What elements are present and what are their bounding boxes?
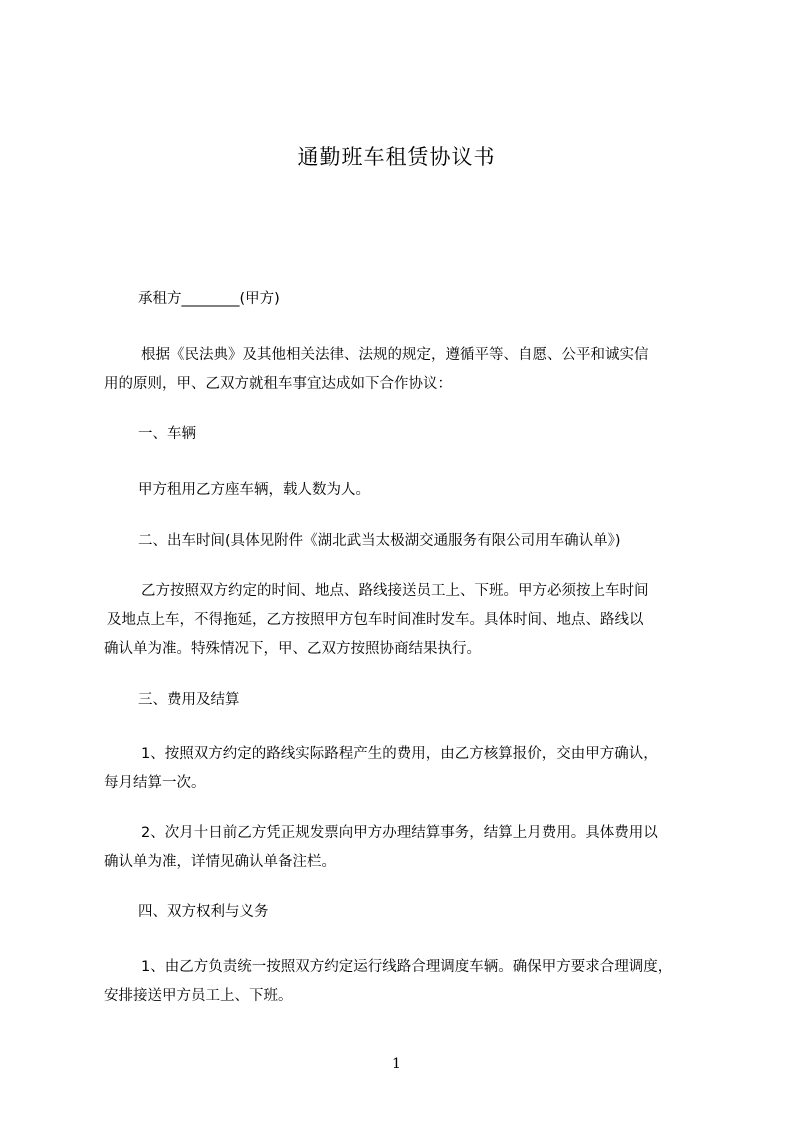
intro-line-2: 用的原则，甲、乙双方就租车事宜达成如下合作协议： [104, 376, 452, 392]
paragraph-line: 确认单为准。特殊情况下，甲、乙双方按照协商结果执行。 [104, 641, 481, 657]
section-4-item-1 [104, 953, 704, 1011]
section-heading: 四、双方权利与义务 [138, 904, 269, 920]
paragraph-line: 1、按照双方约定的路线实际路程产生的费用，由乙方核算报价，交由甲方确认， [141, 746, 658, 762]
section-3-heading [104, 686, 704, 715]
section-heading: 三、费用及结算 [138, 692, 240, 708]
lessee-text: 承租方________(甲方) [138, 291, 280, 307]
paragraph-line: 安排接送甲方员工上、下班。 [104, 988, 293, 1004]
paragraph-line: 甲方租用乙方座车辆，载人数为人。 [138, 482, 370, 498]
paragraph-line: 1、由乙方负责统一按照双方约定运行线路合理调度车辆。确保甲方要求合理调度， [141, 959, 673, 975]
intro-paragraph [104, 341, 704, 399]
section-4-heading [104, 898, 704, 927]
section-1-body [104, 476, 704, 505]
paragraph-line: 2、次月十日前乙方凭正规发票向甲方办理结算事务，结算上月费用。具体费用以 [141, 825, 658, 841]
document-title: 通勤班车租赁协议书 [297, 145, 496, 169]
paragraph-line: 每月结算一次。 [104, 775, 206, 791]
intro-line-1: 根据《民法典》及其他相关法律、法规的规定，遵循平等、自愿、公平和诚实信 [141, 347, 649, 363]
section-3-item-2 [104, 819, 704, 877]
section-heading: 一、车辆 [138, 426, 196, 442]
section-2-body [104, 577, 704, 664]
section-3-item-1 [104, 740, 704, 798]
page-number: 1 [392, 1056, 401, 1072]
section-2-heading [104, 527, 704, 556]
lessee-line [104, 285, 704, 314]
section-1-heading [104, 420, 704, 449]
paragraph-line: 乙方按照双方约定的时间、地点、路线接送员工上、下班。甲方必须按上车时间 [141, 583, 649, 599]
section-heading: 二、出车时间(具体见附件《湖北武当太极湖交通服务有限公司用车确认单》) [138, 533, 621, 549]
paragraph-line: 确认单为准，详情见确认单备注栏。 [104, 854, 336, 870]
paragraph-line: 及地点上车，不得拖延，乙方按照甲方包车时间准时发车。具体时间、地点、路线以 [107, 612, 644, 628]
